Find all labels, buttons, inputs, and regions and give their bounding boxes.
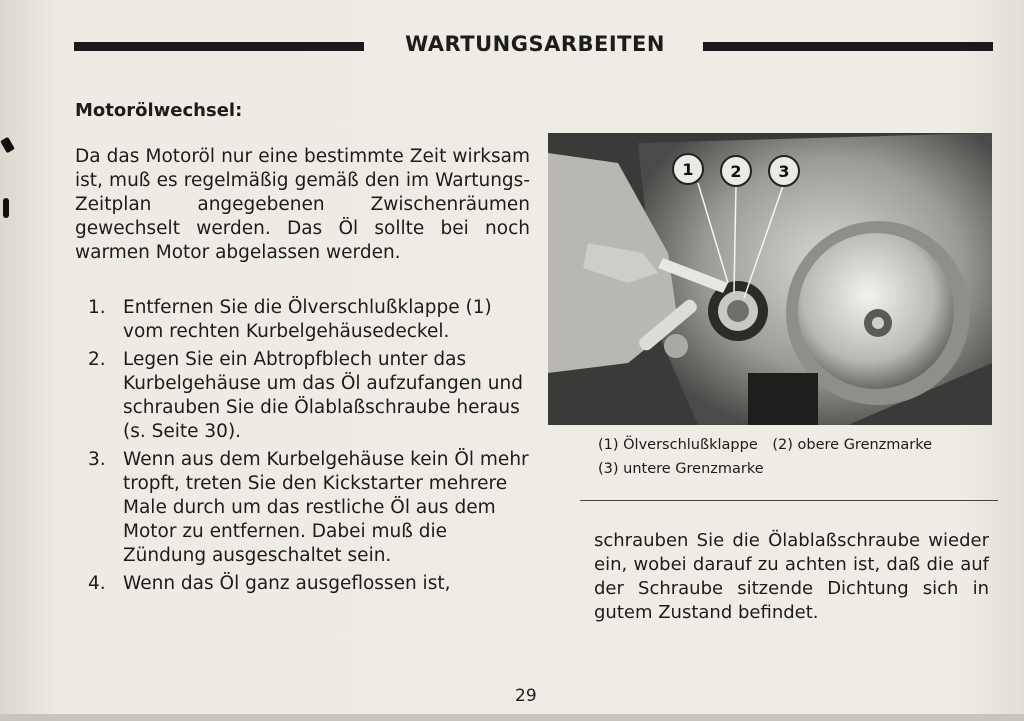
callout-3-label: 3 [778, 162, 790, 181]
section-heading: Motorölwechsel: [75, 100, 243, 121]
step-number: 4. [88, 573, 106, 594]
caption-item-2: (2) obere Grenzmarke [772, 437, 933, 453]
intro-paragraph: Da das Motoröl nur eine bestimmte Zeit wirksam ist, muß es regelmäßig gemäß den im Wartungs-Zeitplan angegebenen Zwischenräumen gewechselt werden. Das Öl sollte bei noch warmen Motor abgelassen werden. [75, 146, 530, 263]
caption-item-1: (1) Ölverschlußklappe [598, 437, 758, 453]
page-number: 29 [515, 686, 537, 706]
page-bottom-edge [0, 714, 1024, 721]
engine-photo [548, 133, 992, 425]
engine-illustration [548, 133, 992, 425]
step-number: 3. [88, 449, 106, 470]
step-text: Wenn das Öl ganz ausgeflossen ist, [123, 573, 451, 594]
scan-speck [3, 198, 9, 218]
step-number: 1. [88, 297, 106, 318]
step-item [78, 448, 533, 568]
step-text: Entfernen Sie die Ölverschlußklappe (1) vom rechten Kurbelgehäusedeckel. [123, 297, 492, 342]
photo-caption [598, 433, 1008, 481]
step-item [78, 348, 533, 444]
callout-1-label: 1 [682, 160, 694, 179]
header-rule-left [74, 42, 364, 51]
continuation-paragraph: schrauben Sie die Ölablaßschraube wieder ein, wobei darauf zu achten ist, daß die auf der Schraube sitzende Dichtung sich in gutem Zustand befindet. [594, 530, 989, 623]
step-text: Wenn aus dem Kurbelgehäuse kein Öl mehr tropft, treten Sie den Kickstarter mehrere Male durch um das restliche Öl aus dem Motor zu entfernen. Dabei muß die Zündung ausgeschaltet sein. [123, 449, 529, 566]
step-text: Legen Sie ein Abtropfblech unter das Kurbelgehäuse um das Öl aufzufangen und schrauben Sie die Ölablaßschraube heraus (s. Seite 30). [123, 349, 523, 442]
step-item [78, 572, 533, 596]
header-rule-right [703, 42, 993, 51]
callout-2-label: 2 [730, 162, 742, 181]
caption-item-3: (3) untere Grenzmarke [598, 461, 764, 477]
column-divider [580, 500, 998, 501]
step-number: 2. [88, 349, 106, 370]
step-item [78, 296, 533, 344]
steps-list [78, 296, 533, 600]
page-title: WARTUNGSARBEITEN [405, 32, 665, 56]
